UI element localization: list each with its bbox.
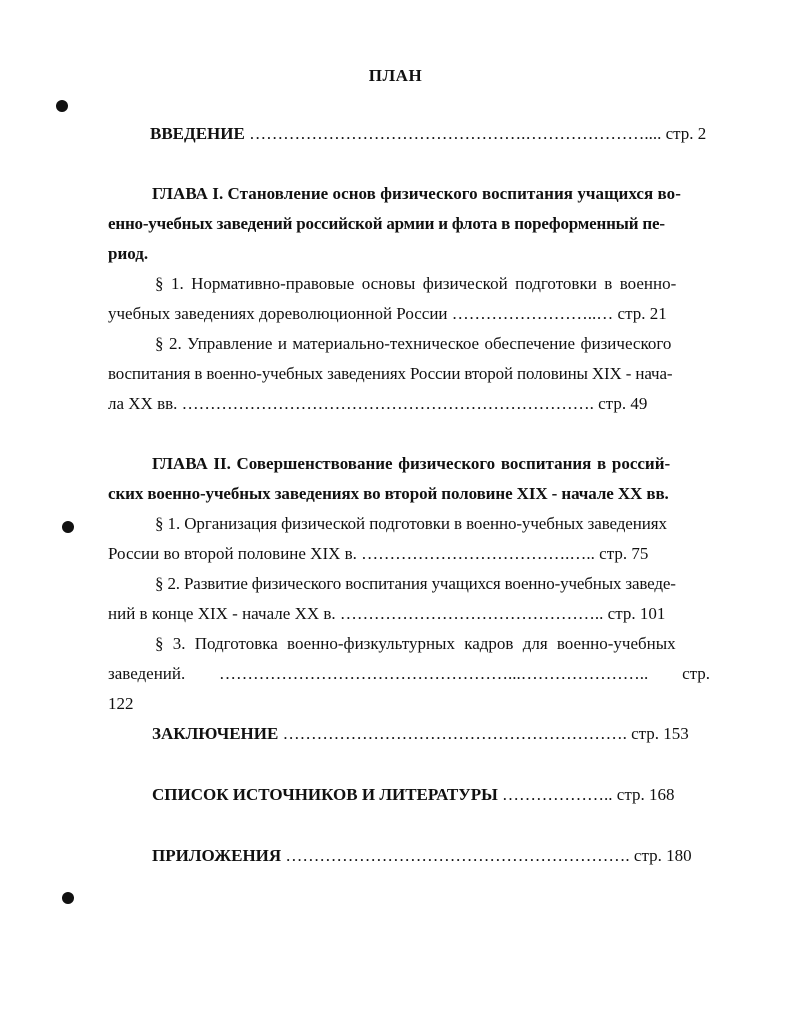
toc-page-number: стр. 168 bbox=[616, 785, 675, 804]
chapter-1-heading-line-2: енно-учебных заведений российской армии и флота в пореформенный пе- bbox=[108, 214, 665, 233]
toc-entry-introduction bbox=[150, 124, 706, 144]
binder-hole-mark-bottom bbox=[62, 892, 74, 904]
chapter-2-section-2-line-1: § 2. Развитие физического воспитания учащихся военно-учебных заведе- bbox=[155, 574, 676, 593]
toc-leader-dots: ………………………………………….………………….... bbox=[249, 124, 662, 143]
chapter-1-section-2-line-1: § 2. Управление и материально-техническое обеспечение физического bbox=[155, 334, 672, 353]
chapter-2-heading-line-2: ских военно-учебных заведениях во второй половине XIX - начале XX вв. bbox=[108, 484, 669, 503]
toc-page-number: стр. 180 bbox=[633, 846, 692, 865]
binder-hole-mark-middle bbox=[62, 521, 74, 533]
page-title: ПЛАН bbox=[368, 66, 423, 85]
toc-entry-label: СПИСОК ИСТОЧНИКОВ И ЛИТЕРАТУРЫ bbox=[152, 785, 498, 804]
binder-hole-mark-top bbox=[56, 100, 68, 112]
chapter-2-section-2-line-2: ний в конце XIX - начале XX в. ……………………………………….. стр. 101 bbox=[108, 604, 666, 623]
chapter-1-section-1-line-2: учебных заведениях дореволюционной России ……………………..… стр. 21 bbox=[108, 304, 667, 323]
toc-entry-label: ВВЕДЕНИЕ bbox=[150, 124, 245, 143]
chapter-1-heading-line-1 bbox=[152, 184, 710, 204]
toc-entry-label: ЗАКЛЮЧЕНИЕ bbox=[152, 724, 279, 743]
chapter-1-section-2-line-3: ла XX вв. ………………………………………………………………. стр. 49 bbox=[108, 394, 648, 413]
chapter-2-section-3-line-3: 122 bbox=[108, 694, 134, 713]
toc-entry-label: заведений. bbox=[108, 664, 186, 683]
chapter-2-heading-line-1: ГЛАВА II. Совершенствование физического воспитания в россий- bbox=[152, 454, 671, 473]
chapter-1-section-2-line-2: воспитания в военно-учебных заведениях России второй половины XIX - нача- bbox=[108, 364, 673, 383]
chapter-1-heading-text: ГЛАВА I. Становление основ физического воспитания учащихся во- bbox=[152, 184, 681, 203]
toc-page-number: стр. 153 bbox=[631, 724, 689, 743]
toc-leader-dots: ……………………………………………………. bbox=[285, 846, 630, 865]
toc-page-label: стр. bbox=[682, 664, 710, 683]
toc-entry-label: ПРИЛОЖЕНИЯ bbox=[152, 846, 282, 865]
chapter-2-section-3-line-2 bbox=[108, 664, 710, 684]
chapter-2-section-3-line-1: § 3. Подготовка военно-физкультурных кадров для военно-учебных bbox=[155, 634, 676, 653]
chapter-1-heading-line-3: риод. bbox=[108, 244, 149, 263]
toc-entry-conclusion bbox=[152, 724, 689, 744]
chapter-1-section-1-line-1: § 1. Нормативно-правовые основы физической подготовки в военно- bbox=[155, 274, 677, 293]
toc-leader-dots: ……………………………………………...………………….. bbox=[219, 664, 649, 683]
toc-entry-sources bbox=[152, 785, 674, 805]
chapter-2-section-1-line-2: России во второй половине XIX в. ……………………………….….. стр. 75 bbox=[108, 544, 649, 563]
chapter-2-section-1-line-1: § 1. Организация физической подготовки в военно-учебных заведениях bbox=[155, 514, 667, 533]
toc-leader-dots: ……………………………………………………. bbox=[282, 724, 627, 743]
toc-entry-appendix bbox=[152, 846, 692, 866]
toc-leader-dots: ……………….. bbox=[502, 785, 613, 804]
toc-page-number: стр. 2 bbox=[665, 124, 707, 143]
